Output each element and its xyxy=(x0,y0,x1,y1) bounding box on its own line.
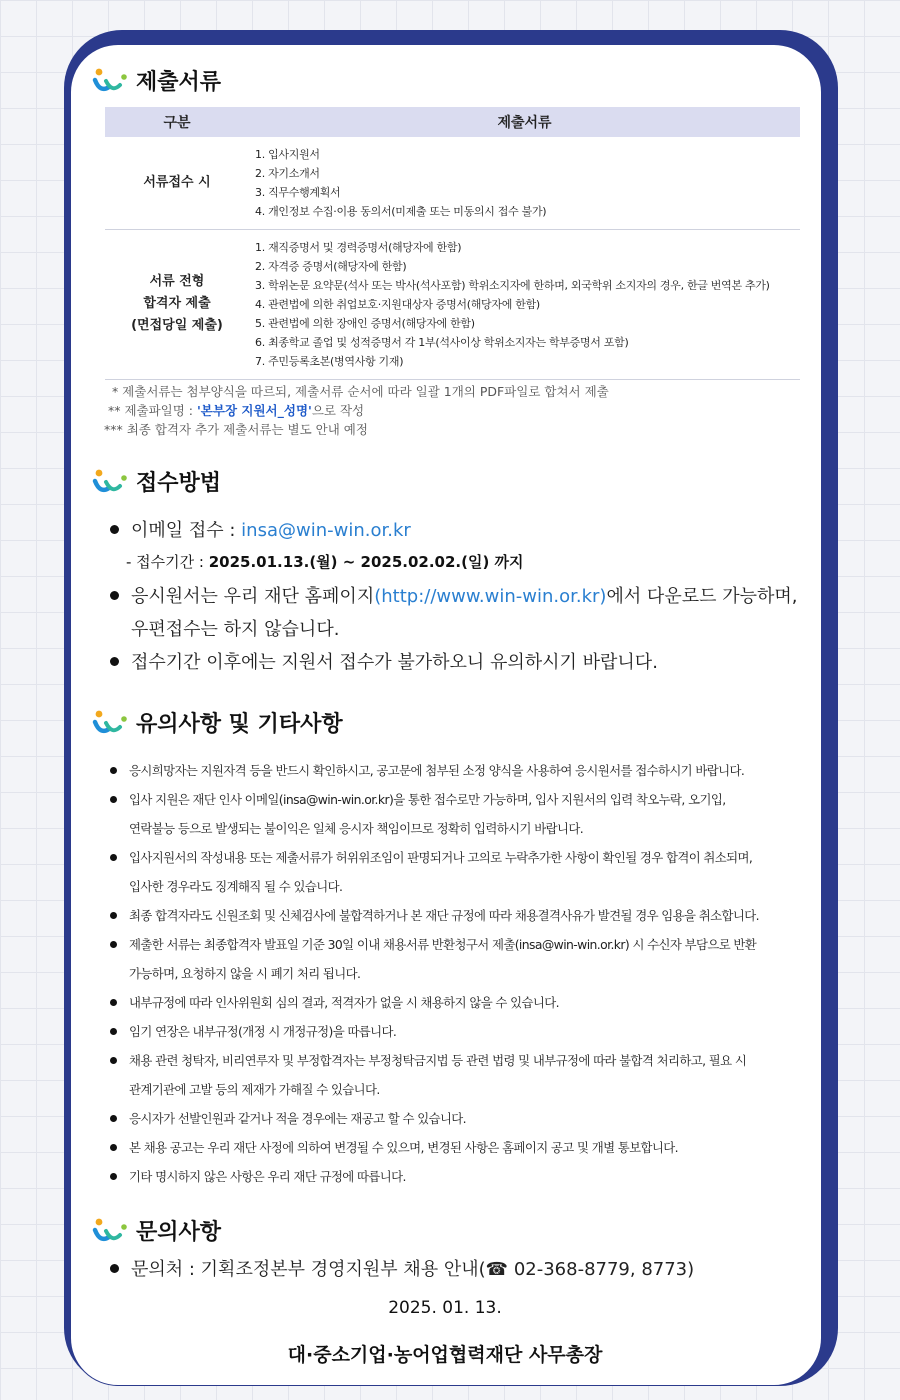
bullet-dot-icon xyxy=(110,1264,119,1273)
bullet-dot-icon xyxy=(110,1028,117,1035)
bullet-dot-icon xyxy=(110,591,119,600)
notes-item: 응시자가 선발인원과 같거나 적을 경우에는 재공고 할 수 있습니다. xyxy=(110,1109,466,1127)
table-row xyxy=(105,229,800,379)
section-title-method xyxy=(92,464,221,498)
section-title-documents xyxy=(92,63,221,97)
bullet-dot-icon xyxy=(110,525,119,534)
table-row xyxy=(105,137,800,229)
table-header-category: 구분 xyxy=(105,107,249,137)
list-item: 1. 재직증명서 및 경력증명서(해당자에 한함) xyxy=(255,240,462,254)
bullet-dot-icon xyxy=(110,941,117,948)
period-dates: 2025.01.13.(월) ~ 2025.02.02.(일) 까지 xyxy=(208,553,524,571)
filename-highlight: '본부장 지원서_성명' xyxy=(196,403,312,418)
section-title-text: 접수방법 xyxy=(136,470,222,496)
list-item: 1. 입사지원서 xyxy=(255,147,320,161)
list-item: 2. 자격증 증명서(해당자에 한함) xyxy=(255,259,407,273)
method-deadline: 접수기간 이후에는 지원서 접수가 불가하오니 유의하시기 바랍니다. xyxy=(110,648,658,674)
notes-item: 입사 지원은 재단 인사 이메일(insa@win-win.or.kr)을 통한 접수로만 가능하며, 입사 지원서의 입력 착오누락, 오기입, xyxy=(110,790,726,808)
notes-item-cont: 연락불능 등으로 발생되는 불이익은 일체 응시자 책임이므로 정확히 입력하시기 바랍니다. xyxy=(129,821,584,836)
email-link[interactable]: insa@win-win.or.kr xyxy=(241,520,411,541)
notes-item-cont: 가능하며, 요청하지 않을 시 폐기 처리 됩니다. xyxy=(129,966,361,981)
list-item: 2. 자기소개서 xyxy=(255,166,320,180)
announcement-date: 2025. 01. 13. xyxy=(388,1298,502,1318)
bullet-dot-icon xyxy=(110,767,117,774)
signature: 대·중소기업·농어업협력재단 사무총장 xyxy=(287,1344,603,1366)
win-win-logo-icon xyxy=(92,65,130,95)
list-item: 4. 개인정보 수집·이용 동의서(미제출 또는 미동의시 접수 불가) xyxy=(255,204,547,218)
notes-item: 제출한 서류는 최종합격자 발표일 기준 30일 이내 채용서류 반환청구서 제출(insa@win-win.or.kr) 시 수신자 부담으로 반환 xyxy=(110,935,756,953)
notes-item: 응시희망자는 지원자격 등을 반드시 확인하시고, 공고문에 첨부된 소정 양식을 사용하여 응시원서를 접수하시기 바랍니다. xyxy=(110,761,744,779)
notes-item: 기타 명시하지 않은 사항은 우리 재단 규정에 따릅니다. xyxy=(110,1167,406,1185)
notes-item-cont: 관계기관에 고발 등의 제재가 가해질 수 있습니다. xyxy=(129,1082,380,1097)
method-email: 이메일 접수 : insa@win-win.or.kr xyxy=(110,516,411,542)
list-item: 5. 관련법에 의한 장애인 증명서(해당자에 한함) xyxy=(255,316,475,330)
section-title-text: 문의사항 xyxy=(136,1219,222,1245)
homepage-link[interactable]: (http://www.win-win.or.kr) xyxy=(374,586,607,607)
section-title-text: 유의사항 및 기타사항 xyxy=(136,711,343,737)
method-period: - 접수기간 : 2025.01.13.(월) ~ 2025.02.02.(일) 까지 xyxy=(126,553,524,571)
documents-table xyxy=(105,107,800,380)
bullet-dot-icon xyxy=(110,999,117,1006)
bullet-dot-icon xyxy=(110,657,119,666)
notes-item: 최종 합격자라도 신원조회 및 신체검사에 불합격하거나 본 재단 규정에 따라 채용결격사유가 발견될 경우 임용을 취소합니다. xyxy=(110,906,759,924)
bullet-dot-icon xyxy=(110,796,117,803)
section-title-notes xyxy=(92,705,343,739)
list-item: 6. 최종학교 졸업 및 성적증명서 각 1부(석사이상 학위소지자는 학부증명서 포함) xyxy=(255,335,629,349)
note-line: *** 최종 합격자 추가 제출서류는 별도 안내 예정 xyxy=(104,422,368,437)
contact-line: 문의처 : 기획조정본부 경영지원부 채용 안내(☎ 02-368-8779, 8773) xyxy=(110,1255,694,1281)
list-item: 3. 학위논문 요약문(석사 또는 박사(석사포함) 학위소지자에 한하며, 외국학위 소지자의 경우, 한글 번역본 추가) xyxy=(255,278,770,292)
section-title-contact xyxy=(92,1213,221,1247)
bullet-dot-icon xyxy=(110,1115,117,1122)
notes-item: 채용 관련 청탁자, 비리연루자 및 부정합격자는 부정청탁금지법 등 관련 법령 및 내부규정에 따라 불합격 처리하고, 필요 시 xyxy=(110,1051,746,1069)
table-header-documents: 제출서류 xyxy=(249,107,800,137)
win-win-logo-icon xyxy=(92,466,130,496)
bullet-dot-icon xyxy=(110,1144,117,1151)
notes-item: 입사지원서의 작성내용 또는 제출서류가 허위위조임이 판명되거나 고의로 누락추가한 사항이 확인될 경우 합격이 취소되며, xyxy=(110,848,752,866)
row-documents xyxy=(249,137,800,229)
note-line: ** 제출파일명 : '본부장 지원서_성명'으로 작성 xyxy=(104,403,365,418)
list-item: 7. 주민등록초본(병역사항 기재) xyxy=(255,354,404,368)
section-title-text: 제출서류 xyxy=(136,69,222,95)
bullet-dot-icon xyxy=(110,1057,117,1064)
method-download: 응시원서는 우리 재단 홈페이지(http://www.win-win.or.kr)에서 다운로드 가능하며, xyxy=(110,582,797,608)
notes-item: 임기 연장은 내부규정(개정 시 개정규정)을 따릅니다. xyxy=(110,1022,396,1040)
win-win-logo-icon xyxy=(92,1215,130,1245)
notes-item: 내부규정에 따라 인사위원회 심의 결과, 적격자가 없을 시 채용하지 않을 수 있습니다. xyxy=(110,993,559,1011)
note-line: * 제출서류는 첨부양식을 따르되, 제출서류 순서에 따라 일괄 1개의 PDF파일로 합쳐서 제출 xyxy=(104,384,609,399)
bullet-dot-icon xyxy=(110,854,117,861)
list-item: 3. 직무수행계획서 xyxy=(255,185,341,199)
win-win-logo-icon xyxy=(92,707,130,737)
document-notes xyxy=(104,382,609,439)
row-documents xyxy=(249,229,800,379)
list-item: 4. 관련법에 의한 취업보호·지원대상자 증명서(해당자에 한함) xyxy=(255,297,540,311)
notes-item: 본 채용 공고는 우리 재단 사정에 의하여 변경될 수 있으며, 변경된 사항은 홈페이지 공고 및 개별 통보합니다. xyxy=(110,1138,678,1156)
row-label: 서류접수 시 xyxy=(105,137,249,229)
row-label: 서류 전형 합격자 제출 (면접당일 제출) xyxy=(105,229,249,379)
notes-item-cont: 입사한 경우라도 징계해직 될 수 있습니다. xyxy=(129,879,343,894)
bullet-dot-icon xyxy=(110,1173,117,1180)
bullet-dot-icon xyxy=(110,912,117,919)
method-download-cont: 우편접수는 하지 않습니다. xyxy=(131,619,340,640)
